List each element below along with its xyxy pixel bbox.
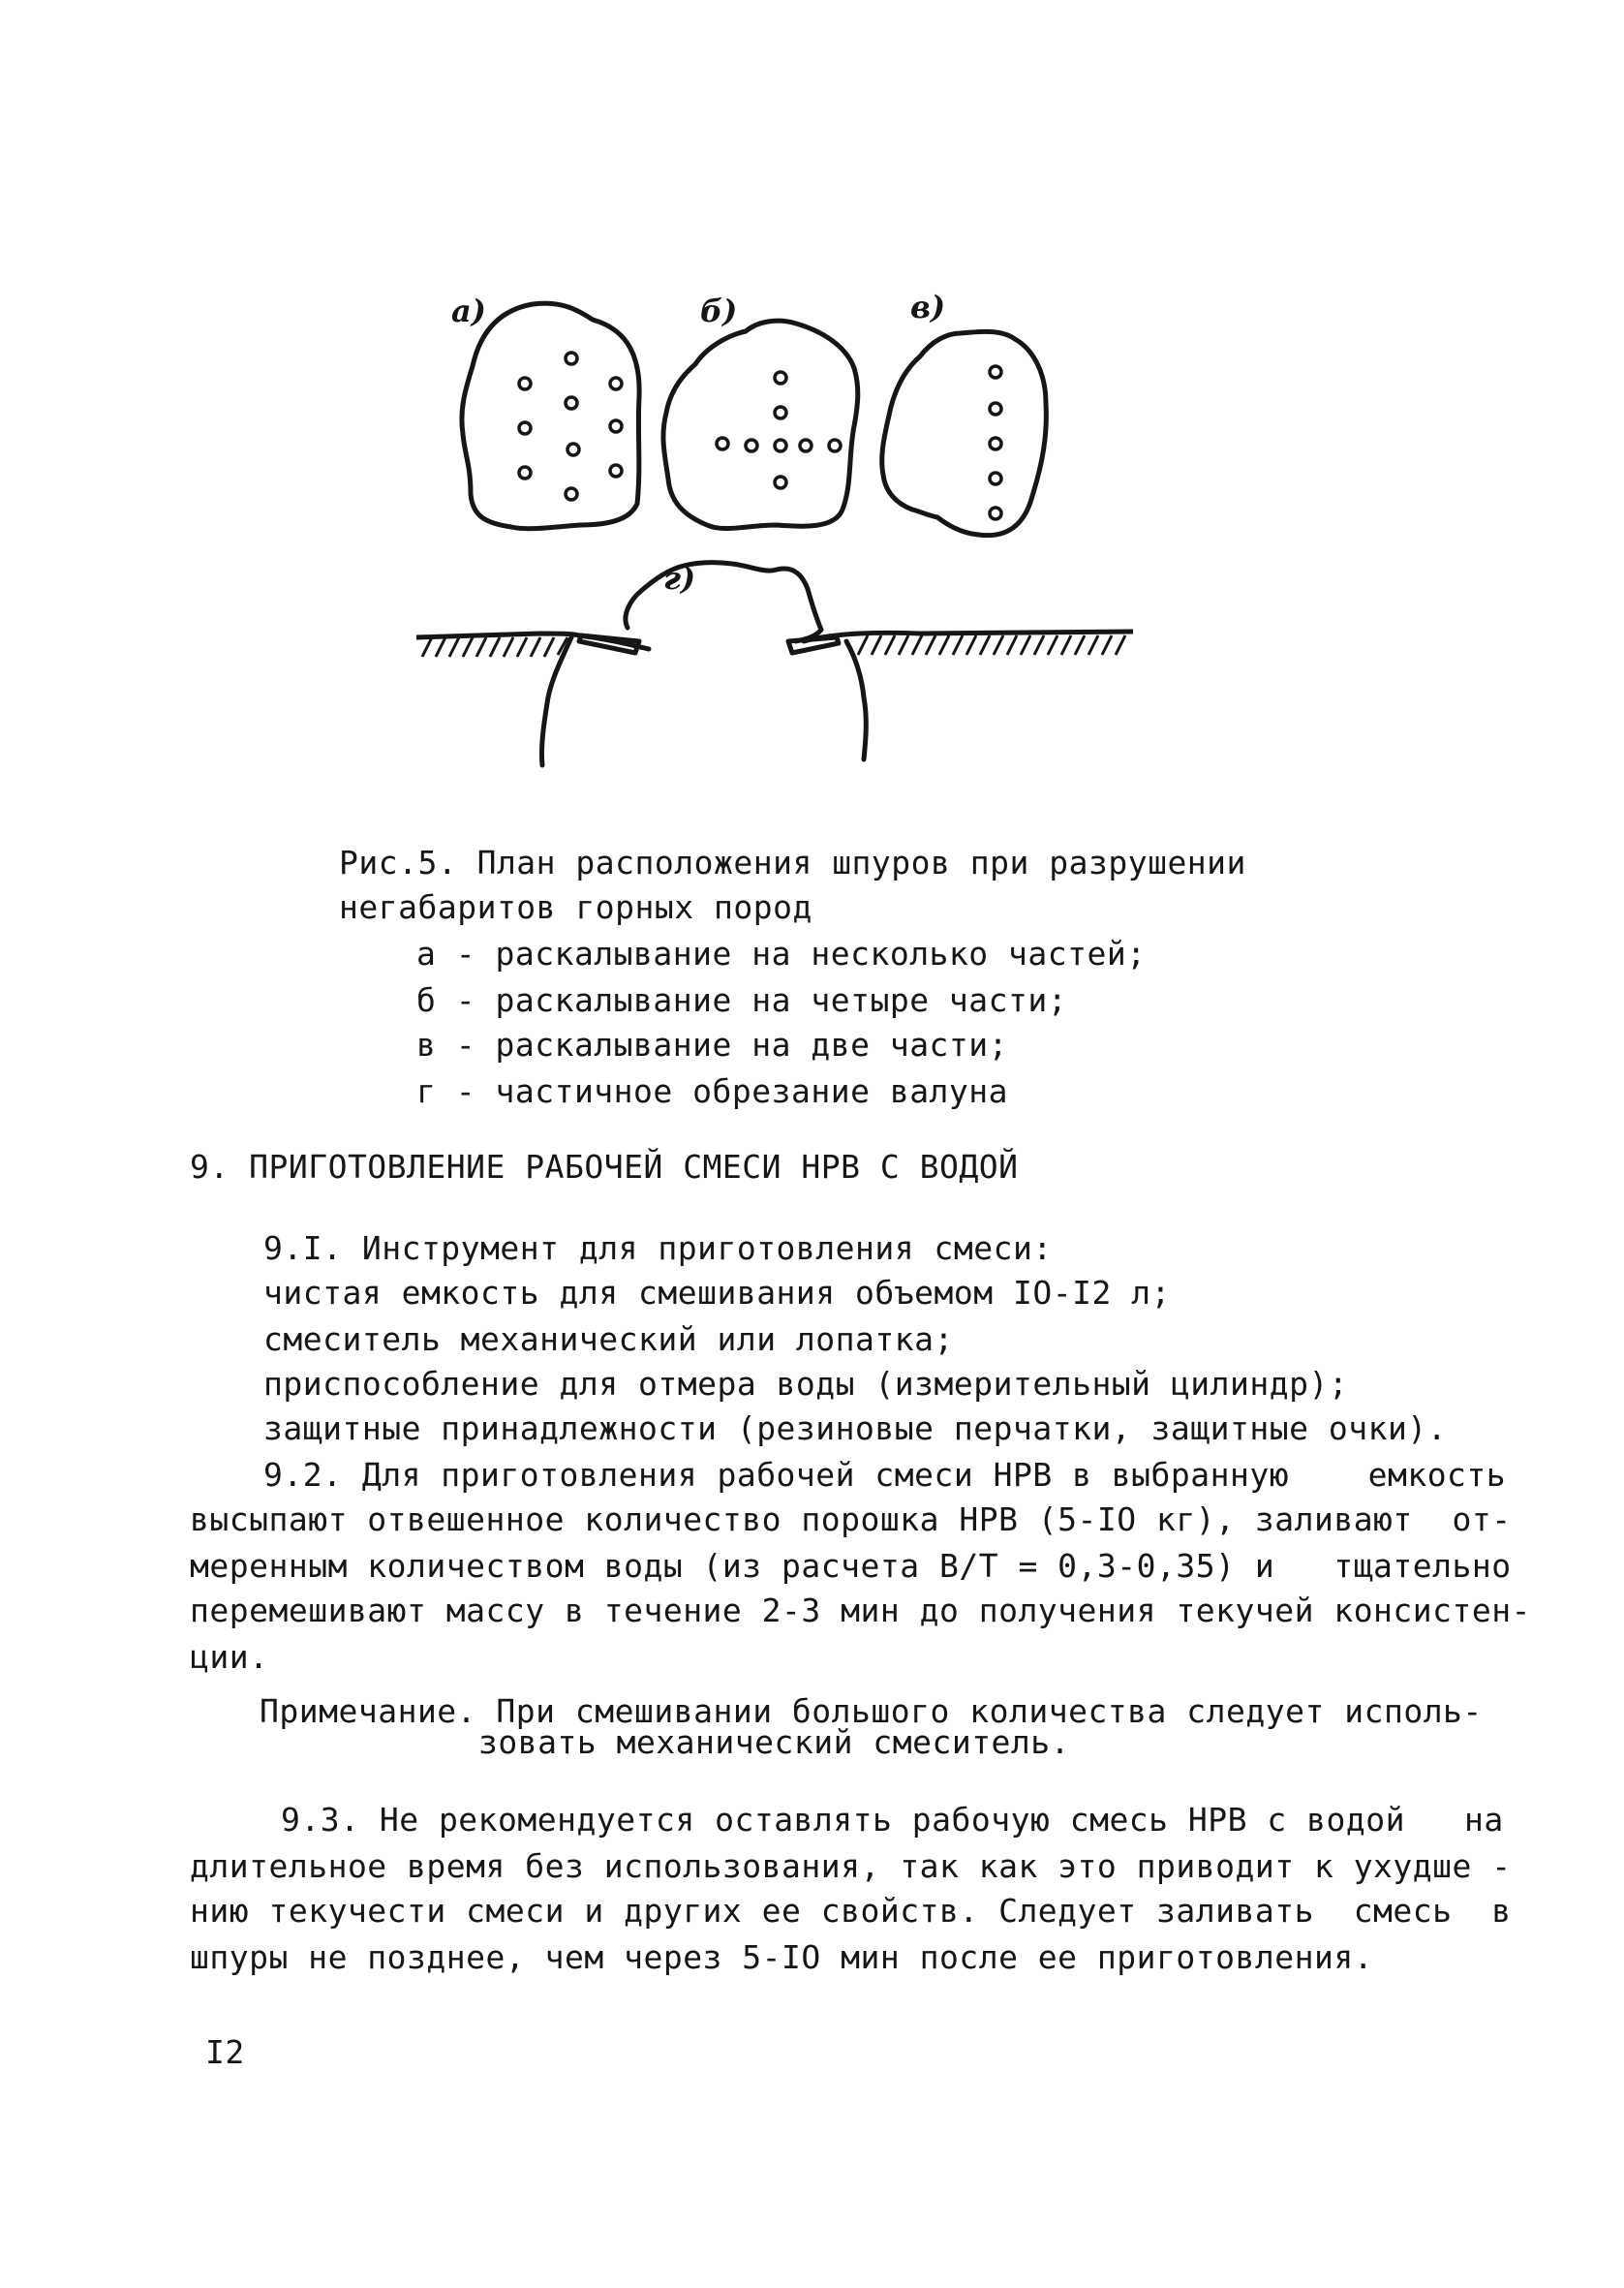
boulder-g-base-right bbox=[846, 641, 866, 759]
figure-label-g: г) bbox=[663, 560, 696, 597]
boulder-a-outline bbox=[462, 303, 639, 529]
figure-label-b: б) bbox=[700, 293, 738, 329]
p93-line-3: нию текучести смеси и других ее свойств. Следует заливать смесь в bbox=[190, 1892, 1512, 1930]
p93-line-2: длительное время без использования, так как это приводит к ухудше - bbox=[190, 1847, 1512, 1885]
p92-line-3: меренным количеством воды (из расчета В/Т = 0,3-0,35) и тщательно bbox=[190, 1547, 1512, 1585]
figure-label-a: а) bbox=[451, 293, 486, 329]
drill-holes-v bbox=[990, 366, 1001, 519]
ground-hatching-right bbox=[858, 635, 1125, 655]
figure-label-v: в) bbox=[910, 289, 946, 325]
boulder-g-base-left bbox=[541, 637, 571, 765]
p91-line-2: чистая емкость для смешивания объемом IO-I2 л; bbox=[263, 1274, 1171, 1312]
p92-line-1: 9.2. Для приготовления рабочей смеси НРВ в выбранную емкость bbox=[263, 1456, 1507, 1494]
p91-line-4: приспособление для отмера воды (измерительный цилиндр); bbox=[263, 1365, 1349, 1403]
note-line-1: Примечание. При смешивании большого количества следует исполь- bbox=[260, 1692, 1483, 1730]
figure-boulder-drilling-plan bbox=[416, 271, 1133, 794]
section-heading: 9. ПРИГОТОВЛЕНИЕ РАБОЧЕЙ СМЕСИ НРВ С ВОДОЙ bbox=[190, 1148, 1019, 1186]
drill-holes-b bbox=[717, 372, 841, 488]
caption-title-line-1: Рис.5. План расположения шпуров при разрушении bbox=[339, 844, 1246, 881]
p92-line-2: высыпают отвешенное количество порошка НРВ (5-IO кг), заливают от- bbox=[190, 1500, 1512, 1538]
caption-item-g: г - частичное обрезание валуна bbox=[416, 1072, 1009, 1110]
ground-hatching-left bbox=[422, 637, 567, 657]
boulder-b-outline bbox=[663, 321, 858, 528]
p93-line-1: 9.3. Не рекомендуется оставлять рабочую смесь НРВ с водой на bbox=[281, 1801, 1504, 1839]
cut-slit-right bbox=[788, 637, 839, 653]
caption-item-v: в - раскалывание на две части; bbox=[416, 1026, 1009, 1064]
note-line-2: зовать механический смеситель. bbox=[478, 1723, 1071, 1761]
boulder-v-outline bbox=[882, 331, 1047, 535]
caption-title-line-2: негабаритов горных пород bbox=[339, 888, 812, 926]
p91-line-3: смеситель механический или лопатка; bbox=[263, 1320, 954, 1358]
p91-line-1: 9.I. Инструмент для приготовления смеси: bbox=[263, 1229, 1053, 1267]
page-number: I2 bbox=[205, 2033, 245, 2071]
caption-item-a: а - раскалывание на несколько частей; bbox=[416, 935, 1147, 973]
boulder-g-top bbox=[626, 563, 821, 641]
p91-line-5: защитные принадлежности (резиновые перчатки, защитные очки). bbox=[263, 1409, 1448, 1447]
p92-line-5: ции. bbox=[190, 1638, 269, 1676]
p93-line-4: шпуры не позднее, чем через 5-IO мин после ее приготовления. bbox=[190, 1938, 1374, 1976]
drill-holes-a bbox=[519, 353, 622, 500]
p92-line-4: перемешивают массу в течение 2-3 мин до получения текучей консистен- bbox=[190, 1592, 1532, 1629]
figure-drawing bbox=[416, 271, 1133, 794]
caption-item-b: б - раскалывание на четыре части; bbox=[416, 981, 1068, 1019]
